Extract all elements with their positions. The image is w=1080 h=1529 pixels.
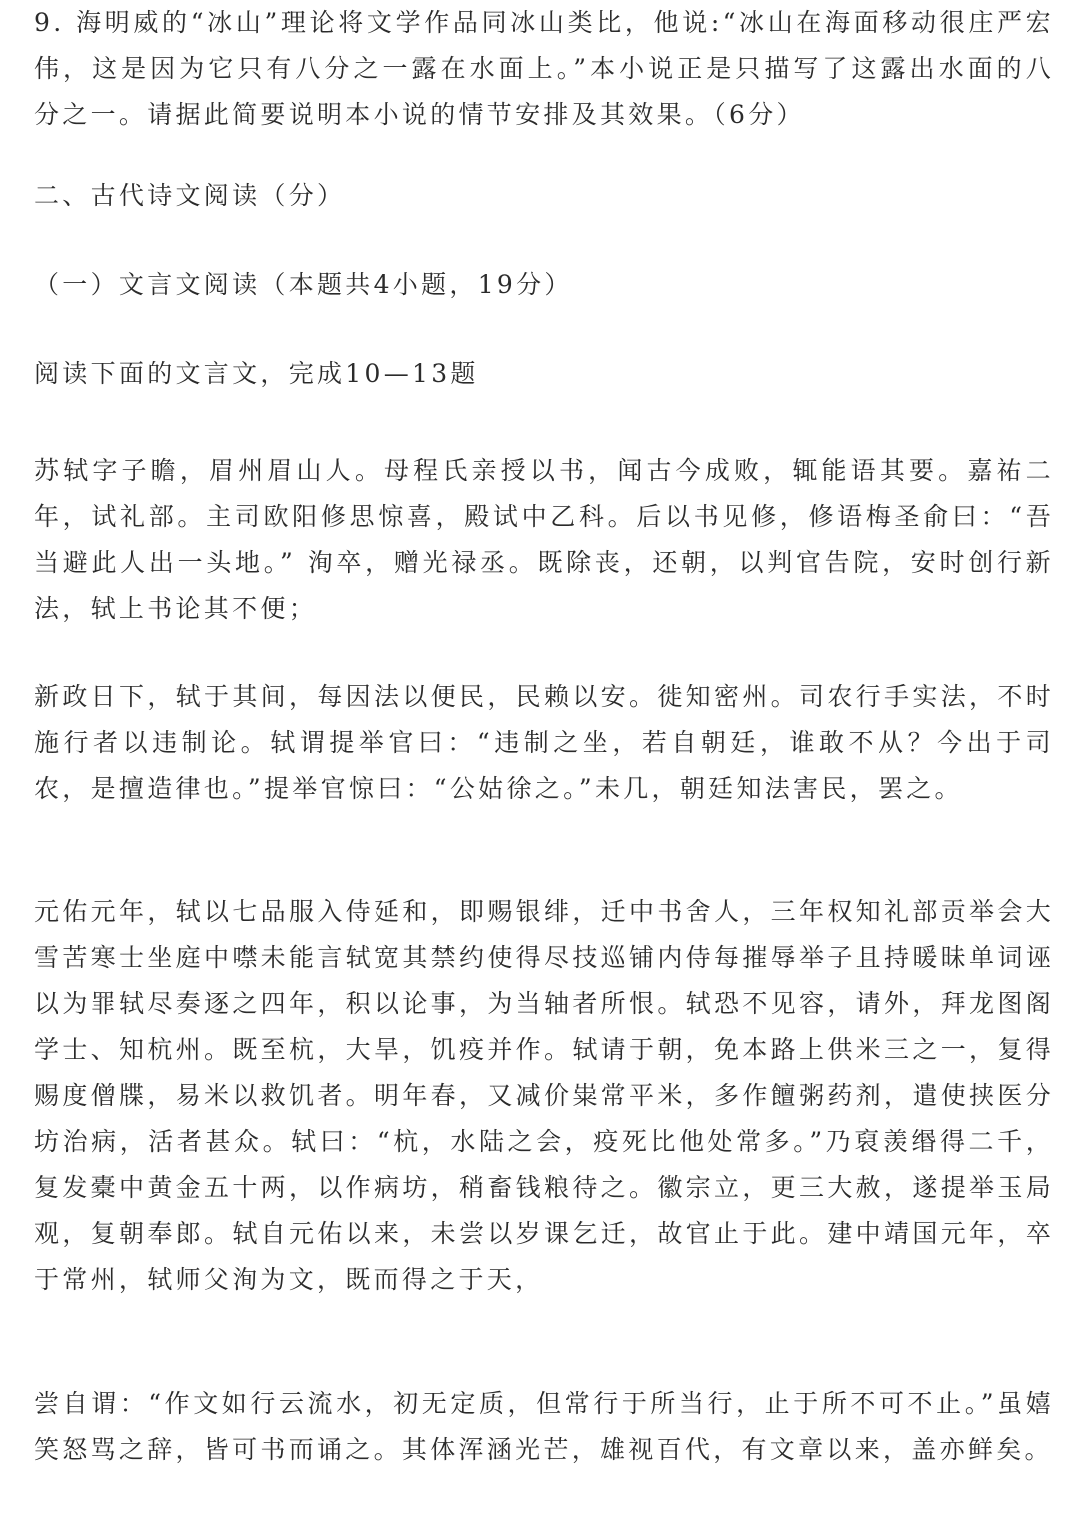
question-9: 9. 海明威的“冰山”理论将文学作品同冰山类比，他说:“冰山在海面移动很庄严宏伟，这是因为它只有八分之一露在水面上。”本小说正是只描写了这露出水面的八分之一。请据此简要说明本小说的情节安排及其效果。（6分）	[34, 8, 1054, 129]
passage-paragraph-2: 新政日下，轼于其间，每因法以便民，民赖以安。徙知密州。司农行手实法，不时施行者以违制论。轼谓提举官曰：“违制之坐，若自朝廷，谁敢不从？今出于司农，是擅造律也。”提举官惊曰：“公姑徐之。”未几，朝廷知法害民，罢之。	[34, 682, 1054, 803]
section-2-heading: 二、古代诗文阅读（分）	[34, 181, 346, 210]
subsection-1-heading: （一）文言文阅读（本题共4小题，19分）	[34, 270, 573, 299]
reading-instruction: 阅读下面的文言文，完成10—13题	[34, 359, 479, 388]
passage-paragraph-1: 苏轼字子瞻，眉州眉山人。母程氏亲授以书，闻古今成败，辄能语其要。嘉祐二年，试礼部。主司欧阳修思惊喜，殿试中乙科。后以书见修，修语梅圣俞曰：“吾当避此人出一头地。” 洵卒，赠光禄丞。既除丧，还朝，以判官告院，安时创行新法，轼上书论其不便；	[34, 456, 1054, 623]
passage-paragraph-3: 元佑元年，轼以七品服入侍延和，即赐银绯，迁中书舍人，三年权知礼部贡举会大雪苦寒士坐庭中噤未能言轼宽其禁约使得尽技巡铺内侍每摧辱举子且持暖昧单词诬以为罪轼尽奏逐之四年，积以论事，为当轴者所恨。轼恐不见容，请外，拜龙图阁学士、知杭州。既至杭，大旱，饥疫并作。轼请于朝，免本路上供米三之一，复得赐度僧牒，易米以救饥者。明年春，又减价粜常平米，多作饘粥药剂，遣使挟医分坊治病，活者甚众。轼曰：“杭，水陆之会，疫死比他处常多。”乃裒羡缗得二千，复发橐中黄金五十两，以作病坊，稍畜钱粮待之。徽宗立，更三大赦，遂提举玉局观，复朝奉郎。轼自元佑以来，未尝以岁课乞迁，故官止于此。建中靖国元年，卒于常州，轼师父洵为文，既而得之于天，	[34, 897, 1054, 1294]
passage-paragraph-4: 尝自谓：“作文如行云流水，初无定质，但常行于所当行，止于所不可不止。”虽嬉笑怒骂之辞，皆可书而诵之。其体浑涵光芒，雄视百代，有文章以来，盖亦鲜矣。	[34, 1389, 1054, 1464]
